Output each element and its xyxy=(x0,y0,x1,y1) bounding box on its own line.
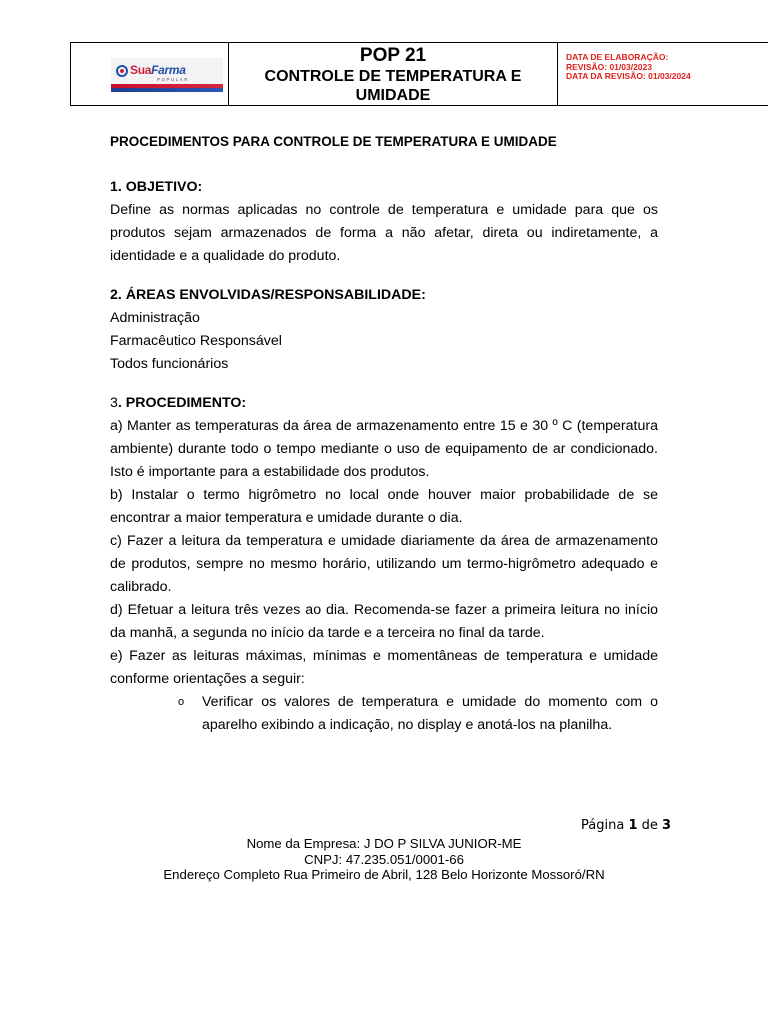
procedure-item-d: d) Efetuar a leitura três vezes ao dia. Recomenda-se fazer a primeira leitura no início da manhã, a segunda no início da tarde e a terceira no final da tarde. xyxy=(110,602,658,641)
document-footer xyxy=(110,836,658,883)
title-cell xyxy=(229,43,558,105)
section-areas-title: 2. ÁREAS ENVOLVIDAS/RESPONSABILIDADE: xyxy=(110,287,426,303)
section-procedure-label: . PROCEDIMENTO: xyxy=(117,395,247,411)
footer-cnpj: CNPJ: 47.235.051/0001-66 xyxy=(304,851,464,867)
logo-cell xyxy=(71,43,229,105)
document-header xyxy=(70,42,768,106)
company-logo xyxy=(111,58,223,92)
procedure-bullet-text: Verificar os valores de temperatura e umidade do momento com o aparelho exibindo a indicação, no display e anotá-los na planilha. xyxy=(202,694,658,733)
procedure-item-b: b) Instalar o termo higrômetro no local onde houver maior probabilidade de se encontrar a maior temperatura e umidade durante o dia. xyxy=(110,487,658,526)
document-body xyxy=(110,130,658,737)
logo-globe-icon xyxy=(116,65,128,77)
section-procedure-number: 3 xyxy=(110,395,118,411)
main-heading: PROCEDIMENTOS PARA CONTROLE DE TEMPERATURA E UMIDADE xyxy=(110,134,557,149)
bullet-circle-icon: o xyxy=(178,696,185,708)
footer-address: Endereço Completo Rua Primeiro de Abril, 128 Belo Horizonte Mossoró/RN xyxy=(163,867,605,882)
section-objective-text: Define as normas aplicadas no controle de temperatura e umidade para que os produtos sejam armazenados de forma a não afetar, direta ou indiretamente, a identidade e a qualidade do produto. xyxy=(110,202,658,264)
section-objective-title: 1. OBJETIVO: xyxy=(110,179,203,195)
procedure-item-e: e) Fazer as leituras máximas, mínimas e momentâneas de temperatura e umidade conforme orientações a seguir: xyxy=(110,648,658,687)
date-elaboration: DATA DE ELABORAÇÃO: xyxy=(566,52,669,62)
pop-subtitle: CONTROLE DE TEMPERATURA E UMIDADE xyxy=(264,68,522,104)
procedure-item-a: a) Manter as temperaturas da área de armazenamento entre 15 e 30 º C (temperatura ambiente) durante todo o tempo mediante o uso de equipamento de ar condicionado. Isto é importante para a estabilidade dos produtos. xyxy=(110,418,658,480)
pop-number: POP 21 xyxy=(359,45,427,66)
dates-cell xyxy=(558,43,768,105)
page-number: Página 1 de 3 xyxy=(581,818,672,833)
date-next-revision: DATA DA REVISÃO: 01/03/2024 xyxy=(566,71,691,81)
logo-wordmark: SuaFarma xyxy=(130,63,186,77)
procedure-bullet xyxy=(178,691,658,737)
area-item: Administração xyxy=(110,310,200,326)
area-item: Todos funcionários xyxy=(110,356,229,372)
procedure-item-c: c) Fazer a leitura da temperatura e umidade diariamente da área de armazenamento de produtos, sempre no mesmo horário, utilizando um termo-higrômetro adequado e calibrado. xyxy=(110,533,658,595)
section-procedure-title xyxy=(110,392,658,415)
logo-tagline: POPULAR xyxy=(157,77,190,82)
date-revision: REVISÃO: 01/03/2023 xyxy=(566,61,652,72)
footer-company: Nome da Empresa: J DO P SILVA JUNIOR-ME xyxy=(246,836,522,851)
area-item: Farmacêutico Responsável xyxy=(110,333,282,349)
